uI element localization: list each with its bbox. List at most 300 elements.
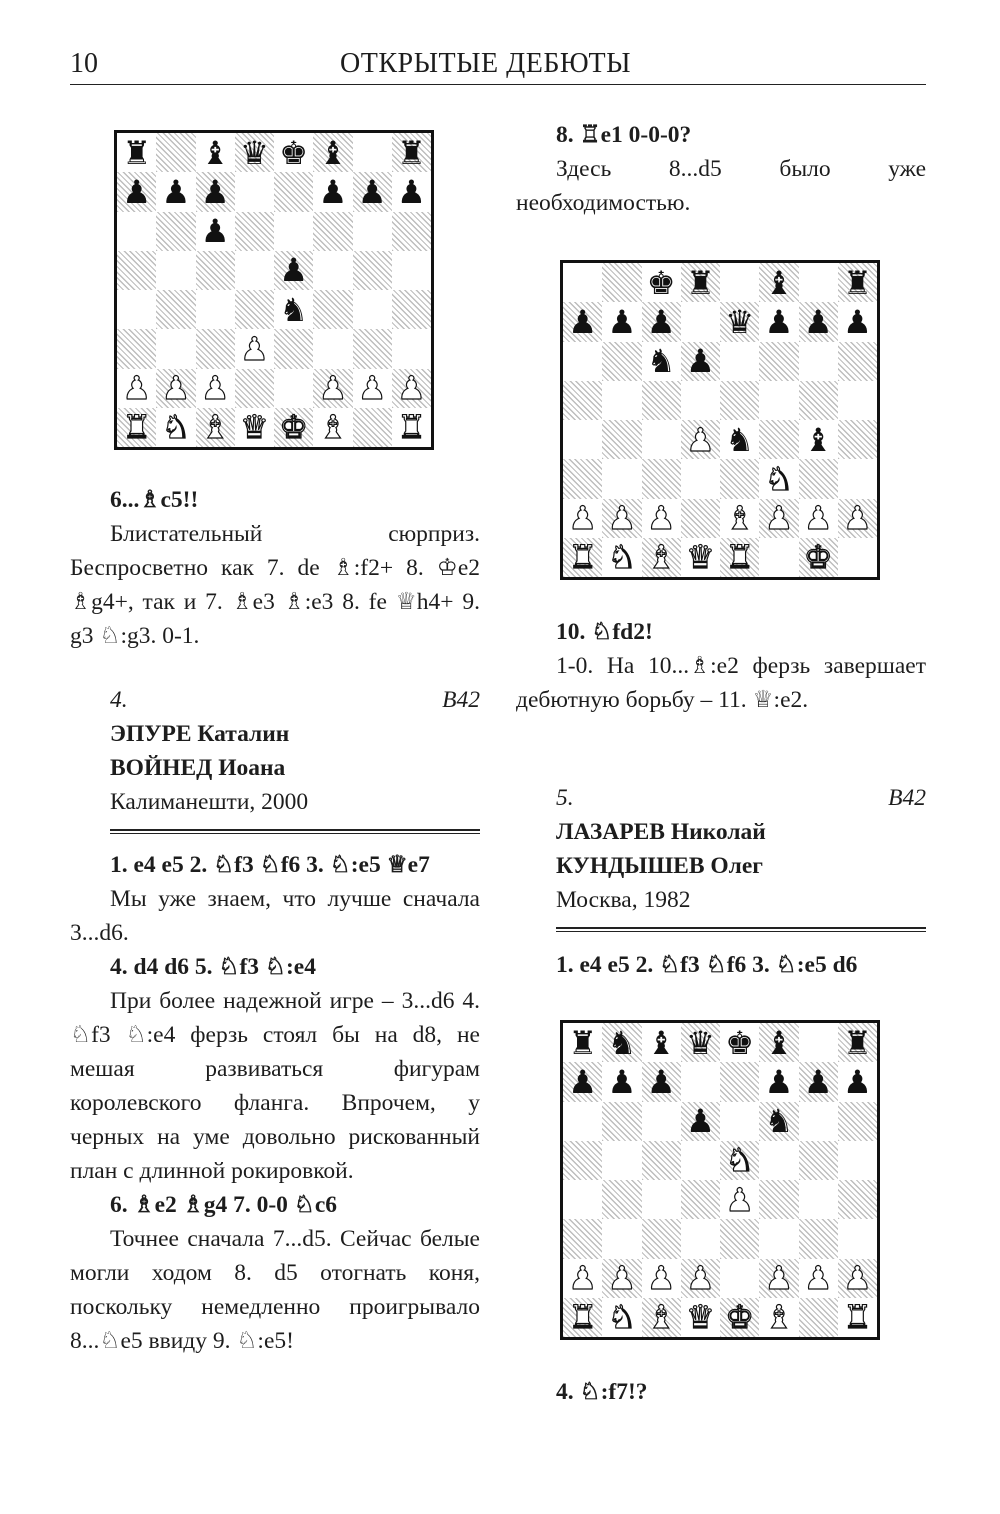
board-square: [117, 133, 156, 172]
black-pawn-icon: ♟: [803, 1062, 833, 1101]
board-square: [681, 381, 720, 420]
board-square: [602, 1062, 641, 1101]
board-square: [353, 329, 392, 368]
white-pawn-icon: ♟: [725, 1180, 755, 1219]
game-4-header: [110, 683, 480, 834]
board-square: [353, 212, 392, 251]
board-square: [274, 369, 313, 408]
white-pawn-icon: ♟: [646, 499, 676, 538]
board-square: [642, 1259, 681, 1298]
board-square: [196, 172, 235, 211]
white-king-icon: ♚: [725, 1298, 755, 1337]
black-pawn-icon: ♟: [803, 302, 833, 341]
white-pawn-icon: ♟: [842, 499, 872, 538]
board-square: [759, 459, 798, 498]
board-square: [759, 381, 798, 420]
board-square: [838, 1141, 877, 1180]
board-square: [392, 369, 431, 408]
board-square: [563, 1298, 602, 1337]
board-square: [353, 290, 392, 329]
board-square: [117, 408, 156, 447]
board-square: [156, 251, 195, 290]
board-square: [642, 1298, 681, 1337]
move-annotation: 6...♗c5!!: [110, 487, 199, 513]
board-square: [642, 1180, 681, 1219]
running-title: ОТКРЫТЫЕ ДЕБЮТЫ: [340, 48, 631, 79]
board-square: [720, 538, 759, 577]
board-square: [563, 302, 602, 341]
board-square: [681, 1062, 720, 1101]
board-square: [563, 263, 602, 302]
board-square: [117, 172, 156, 211]
board-square: [838, 459, 877, 498]
white-pawn-icon: ♟: [685, 1259, 715, 1298]
board-square: [602, 499, 641, 538]
white-knight-icon: ♞: [725, 1141, 755, 1180]
board-square: [642, 302, 681, 341]
board-square: [274, 251, 313, 290]
board-square: [235, 369, 274, 408]
board-square: [720, 1259, 759, 1298]
black-bishop-icon: ♝: [646, 1023, 676, 1062]
board-square: [759, 263, 798, 302]
board-square: [759, 499, 798, 538]
right-column-moves: [556, 948, 926, 982]
board-square: [642, 420, 681, 459]
board-square: [720, 263, 759, 302]
board-square: [720, 499, 759, 538]
board-square: [602, 1102, 641, 1141]
board-square: [353, 369, 392, 408]
board-square: [642, 538, 681, 577]
board-square: [117, 369, 156, 408]
board-square: [563, 342, 602, 381]
board-square: [274, 329, 313, 368]
divider: [110, 829, 480, 831]
white-pawn-icon: ♟: [607, 499, 637, 538]
black-pawn-icon: ♟: [279, 251, 309, 290]
board-square: [602, 302, 641, 341]
board-square: [274, 212, 313, 251]
black-pawn-icon: ♟: [607, 302, 637, 341]
board-square: [602, 420, 641, 459]
board-square: [392, 251, 431, 290]
black-king-icon: ♚: [279, 133, 309, 172]
board-square: [838, 1023, 877, 1062]
board-square: [602, 1219, 641, 1258]
board-square: [235, 133, 274, 172]
board-square: [681, 1141, 720, 1180]
game-place: Москва, 1982: [556, 887, 691, 913]
board-square: [235, 329, 274, 368]
black-player: КУНДЫШЕВ Олег: [556, 853, 763, 879]
board-square: [602, 1298, 641, 1337]
board-square: [196, 290, 235, 329]
board-square: [759, 1102, 798, 1141]
board-square: [799, 420, 838, 459]
black-pawn-icon: ♟: [607, 1062, 637, 1101]
board-square: [117, 329, 156, 368]
board-square: [681, 1102, 720, 1141]
black-bishop-icon: ♝: [764, 263, 794, 302]
board-square: [563, 1141, 602, 1180]
board-square: [838, 1062, 877, 1101]
white-pawn-icon: ♟: [803, 499, 833, 538]
board-square: [681, 1219, 720, 1258]
board-square: [235, 172, 274, 211]
white-rook-icon: ♜: [396, 408, 426, 447]
board-square: [642, 1141, 681, 1180]
board-square: [681, 1180, 720, 1219]
move-annotation: 8. ♖e1 0-0-0?: [556, 122, 692, 148]
board-square: [392, 408, 431, 447]
black-rook-icon: ♜: [842, 1023, 872, 1062]
board-square: [838, 381, 877, 420]
page-header: [70, 48, 926, 85]
board-square: [313, 251, 352, 290]
move-annotation: 4. ♘:f7!?: [556, 1379, 648, 1405]
move-annotation: 1. e4 e5 2. ♘f3 ♘f6 3. ♘:e5 d6: [556, 952, 858, 978]
board-square: [563, 381, 602, 420]
white-bishop-icon: ♝: [764, 1298, 794, 1337]
white-queen-icon: ♛: [685, 1298, 715, 1337]
board-square: [759, 1219, 798, 1258]
board-square: [681, 342, 720, 381]
black-pawn-icon: ♟: [646, 302, 676, 341]
black-rook-icon: ♜: [568, 1023, 598, 1062]
black-king-icon: ♚: [725, 1023, 755, 1062]
board-square: [799, 499, 838, 538]
board-square: [720, 1141, 759, 1180]
white-pawn-icon: ♟: [646, 1259, 676, 1298]
commentary: Мы уже знаем, что лучше сначала 3...d6.: [70, 886, 480, 946]
board-square: [563, 1259, 602, 1298]
board-square: [720, 1219, 759, 1258]
board-square: [838, 1298, 877, 1337]
move-annotation: 10. ♘fd2!: [556, 619, 653, 645]
commentary: При более надежной игре – 3...d6 4. ♘f3 ♘:e4 ферзь стоял бы на d8, не мешая развиваться фигурам королевского фланга. Впрочем, у черных на уме довольно рискованный план с длинной рокировкой.: [70, 988, 480, 1184]
board-square: [196, 133, 235, 172]
board-square: [392, 290, 431, 329]
black-knight-icon: ♞: [607, 1023, 637, 1062]
right-column-mid: [516, 615, 926, 717]
board-square: [274, 133, 313, 172]
black-rook-icon: ♜: [685, 263, 715, 302]
black-pawn-icon: ♟: [568, 1062, 598, 1101]
left-column: [70, 483, 480, 653]
chess-diagram-2: [560, 260, 880, 580]
board-square: [642, 499, 681, 538]
white-queen-icon: ♛: [685, 538, 715, 577]
black-rook-icon: ♜: [842, 263, 872, 302]
board-square: [353, 251, 392, 290]
board-square: [563, 1062, 602, 1101]
black-pawn-icon: ♟: [396, 172, 426, 211]
board-square: [563, 499, 602, 538]
board-square: [838, 263, 877, 302]
black-bishop-icon: ♝: [200, 133, 230, 172]
black-pawn-icon: ♟: [842, 302, 872, 341]
board-square: [838, 1219, 877, 1258]
commentary: Блистательный сюрприз. Беспросветно как 7. de ♗:f2+ 8. ♔e2 ♗g4+, так и 7. ♗e3 ♗:e3 8. fe ♕h4+ 9. g3 ♘:g3. 0-1.: [70, 521, 480, 649]
white-player: ЭПУРЕ Каталин: [110, 721, 290, 747]
board-square: [313, 408, 352, 447]
white-king-icon: ♚: [279, 408, 309, 447]
board-square: [353, 172, 392, 211]
black-pawn-icon: ♟: [200, 172, 230, 211]
board-square: [799, 1259, 838, 1298]
board-square: [720, 1102, 759, 1141]
board-square: [799, 1102, 838, 1141]
white-pawn-icon: ♟: [122, 369, 152, 408]
board-square: [642, 1102, 681, 1141]
white-rook-icon: ♜: [842, 1298, 872, 1337]
board-square: [720, 1023, 759, 1062]
white-bishop-icon: ♝: [725, 499, 755, 538]
white-knight-icon: ♞: [607, 538, 637, 577]
board-square: [156, 408, 195, 447]
board-square: [117, 251, 156, 290]
board-square: [838, 420, 877, 459]
black-knight-icon: ♞: [725, 420, 755, 459]
board-square: [235, 290, 274, 329]
black-queen-icon: ♛: [239, 133, 269, 172]
commentary: Точнее сначала 7...d5. Сейчас белые могли ходом 8. d5 отогнать коня, поскольку немедленно проигрывало 8...♘e5 ввиду 9. ♘:e5!: [70, 1226, 480, 1354]
white-pawn-icon: ♟: [568, 499, 598, 538]
white-pawn-icon: ♟: [842, 1259, 872, 1298]
board-square: [759, 302, 798, 341]
board-square: [799, 1180, 838, 1219]
board-square: [156, 133, 195, 172]
divider: [110, 833, 480, 834]
black-knight-icon: ♞: [764, 1102, 794, 1141]
board-square: [799, 459, 838, 498]
white-pawn-icon: ♟: [161, 369, 191, 408]
left-column-lower: [70, 848, 480, 1358]
board-square: [642, 263, 681, 302]
board-square: [313, 290, 352, 329]
board-square: [759, 1259, 798, 1298]
board-square: [602, 538, 641, 577]
white-rook-icon: ♜: [122, 408, 152, 447]
board-square: [642, 1023, 681, 1062]
commentary: Здесь 8...d5 было уже необходимостью.: [516, 156, 926, 216]
board-square: [799, 342, 838, 381]
board-square: [602, 342, 641, 381]
white-pawn-icon: ♟: [764, 1259, 794, 1298]
page-number: 10: [70, 48, 98, 79]
right-column-bottom: [556, 1375, 926, 1409]
black-queen-icon: ♛: [725, 302, 755, 341]
board-square: [235, 251, 274, 290]
white-rook-icon: ♜: [725, 538, 755, 577]
white-pawn-icon: ♟: [568, 1259, 598, 1298]
white-rook-icon: ♜: [568, 1298, 598, 1337]
board-square: [799, 1023, 838, 1062]
board-square: [759, 1062, 798, 1101]
board-square: [720, 420, 759, 459]
board-square: [799, 1219, 838, 1258]
board-square: [117, 212, 156, 251]
board-square: [799, 381, 838, 420]
black-bishop-icon: ♝: [803, 420, 833, 459]
board-square: [602, 459, 641, 498]
white-bishop-icon: ♝: [200, 408, 230, 447]
board-square: [563, 1180, 602, 1219]
board-square: [720, 342, 759, 381]
chess-diagram-3: [560, 1020, 880, 1340]
black-king-icon: ♚: [646, 263, 676, 302]
board-square: [759, 1141, 798, 1180]
divider: [556, 931, 926, 932]
white-bishop-icon: ♝: [318, 408, 348, 447]
board-square: [720, 1062, 759, 1101]
white-player: ЛАЗАРЕВ Николай: [556, 819, 766, 845]
board-square: [313, 212, 352, 251]
white-king-icon: ♚: [803, 538, 833, 577]
black-pawn-icon: ♟: [764, 302, 794, 341]
board-square: [681, 459, 720, 498]
board-square: [799, 302, 838, 341]
white-knight-icon: ♞: [161, 408, 191, 447]
black-pawn-icon: ♟: [318, 172, 348, 211]
eco-code: B42: [888, 785, 926, 811]
board-square: [235, 408, 274, 447]
eco-code: B42: [442, 687, 480, 713]
board-square: [720, 302, 759, 341]
board-square: [196, 329, 235, 368]
board-square: [563, 1023, 602, 1062]
black-pawn-icon: ♟: [685, 342, 715, 381]
board-square: [759, 538, 798, 577]
board-square: [156, 329, 195, 368]
board-square: [392, 212, 431, 251]
board-square: [838, 1102, 877, 1141]
board-square: [681, 420, 720, 459]
board-square: [196, 212, 235, 251]
white-pawn-icon: ♟: [357, 369, 387, 408]
black-pawn-icon: ♟: [685, 1102, 715, 1141]
black-pawn-icon: ♟: [200, 212, 230, 251]
board-square: [720, 1298, 759, 1337]
board-square: [156, 290, 195, 329]
game-number: 5.: [556, 785, 574, 811]
board-square: [313, 172, 352, 211]
board-square: [602, 1180, 641, 1219]
board-square: [759, 1298, 798, 1337]
white-pawn-icon: ♟: [685, 420, 715, 459]
board-square: [235, 212, 274, 251]
game-number: 4.: [110, 687, 128, 713]
black-pawn-icon: ♟: [568, 302, 598, 341]
move-annotation: 1. e4 e5 2. ♘f3 ♘f6 3. ♘:e5 ♕e7: [110, 852, 430, 878]
white-pawn-icon: ♟: [764, 499, 794, 538]
board-square: [563, 459, 602, 498]
board-square: [759, 1023, 798, 1062]
chess-diagram-1: [114, 130, 434, 450]
white-queen-icon: ♛: [239, 408, 269, 447]
board-square: [274, 290, 313, 329]
board-square: [799, 1298, 838, 1337]
white-pawn-icon: ♟: [318, 369, 348, 408]
divider: [556, 927, 926, 929]
board-square: [602, 1023, 641, 1062]
board-square: [642, 1062, 681, 1101]
board-square: [799, 1141, 838, 1180]
board-square: [117, 290, 156, 329]
board-square: [838, 538, 877, 577]
board-square: [799, 1062, 838, 1101]
black-pawn-icon: ♟: [842, 1062, 872, 1101]
board-square: [563, 538, 602, 577]
board-square: [759, 420, 798, 459]
board-square: [563, 1102, 602, 1141]
board-square: [602, 1259, 641, 1298]
white-knight-icon: ♞: [764, 459, 794, 498]
black-pawn-icon: ♟: [357, 172, 387, 211]
board-square: [563, 1219, 602, 1258]
move-annotation: 4. d4 d6 5. ♘f3 ♘:e4: [110, 954, 316, 980]
game-5-header: [556, 781, 926, 932]
board-square: [392, 133, 431, 172]
white-bishop-icon: ♝: [646, 1298, 676, 1337]
board-square: [156, 172, 195, 211]
board-square: [838, 342, 877, 381]
board-square: [759, 1180, 798, 1219]
black-rook-icon: ♜: [122, 133, 152, 172]
board-square: [602, 263, 641, 302]
board-square: [156, 212, 195, 251]
black-queen-icon: ♛: [685, 1023, 715, 1062]
board-square: [313, 369, 352, 408]
board-square: [563, 420, 602, 459]
board-square: [274, 172, 313, 211]
board-square: [392, 329, 431, 368]
board-square: [313, 133, 352, 172]
board-square: [196, 369, 235, 408]
board-square: [642, 381, 681, 420]
black-pawn-icon: ♟: [161, 172, 191, 211]
board-square: [681, 1259, 720, 1298]
black-bishop-icon: ♝: [764, 1023, 794, 1062]
white-pawn-icon: ♟: [200, 369, 230, 408]
board-square: [838, 499, 877, 538]
move-annotation: 6. ♗e2 ♗g4 7. 0-0 ♘c6: [110, 1192, 338, 1218]
board-square: [274, 408, 313, 447]
white-knight-icon: ♞: [607, 1298, 637, 1337]
white-rook-icon: ♜: [568, 538, 598, 577]
black-bishop-icon: ♝: [318, 133, 348, 172]
black-knight-icon: ♞: [279, 290, 309, 329]
board-square: [681, 538, 720, 577]
board-square: [799, 538, 838, 577]
board-square: [720, 1180, 759, 1219]
white-pawn-icon: ♟: [803, 1259, 833, 1298]
board-square: [681, 499, 720, 538]
black-pawn-icon: ♟: [764, 1062, 794, 1101]
board-square: [681, 1298, 720, 1337]
board-square: [313, 329, 352, 368]
right-column-top: [516, 118, 926, 220]
board-square: [759, 342, 798, 381]
board-square: [392, 172, 431, 211]
board-square: [720, 459, 759, 498]
board-square: [838, 302, 877, 341]
board-square: [642, 342, 681, 381]
board-square: [196, 408, 235, 447]
board-square: [720, 381, 759, 420]
game-place: Калиманешти, 2000: [110, 789, 309, 815]
